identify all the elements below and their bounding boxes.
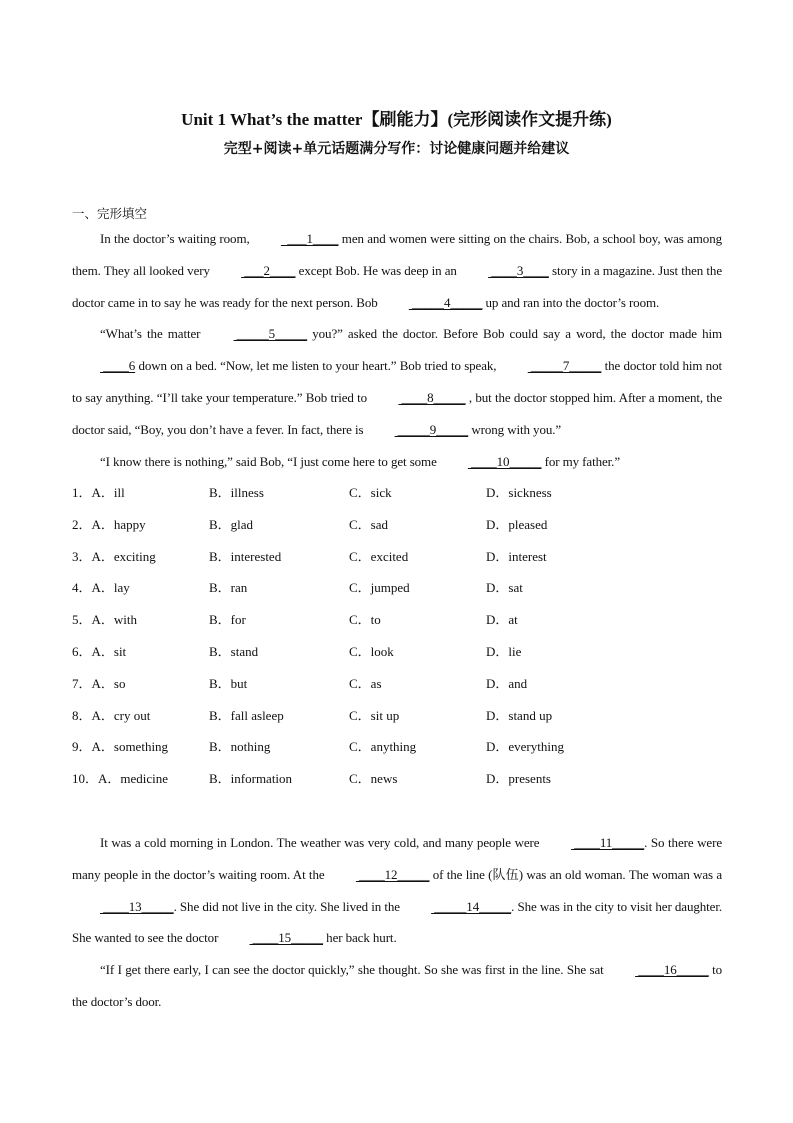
question-10-option-b: B．information [209, 771, 293, 787]
text-run: “If I get there early, I can see the doctor quickly,” she thought. So she was first in the line. She sat [100, 962, 608, 978]
page-title: Unit 1 What’s the matter【刷能力】(完形阅读作文提升练) [181, 110, 612, 129]
blank-5: _____5_____ [233, 326, 308, 342]
question-1-option-b: B．illness [209, 485, 264, 500]
question-1-option-a: 1．A．ill [72, 485, 125, 500]
question-1-option-d: D．sickness [486, 485, 552, 500]
blank-7: _____7_____ [527, 358, 602, 374]
question-10-option-a: 10．A．medicine [72, 771, 169, 787]
text-run: . She did not live in the city. She lived in the [173, 898, 404, 914]
question-9-option-a: 9．A．something [72, 739, 169, 755]
question-6-option-a: 6．A．sit [72, 643, 127, 659]
text-run: men and women were sitting on the chairs. Bob, a school boy, was among them. They all looked very [72, 231, 722, 278]
question-3-option-c: C．excited [349, 548, 409, 564]
passage-1-paragraph-1 [72, 223, 722, 318]
text-run: her back hurt. [323, 930, 397, 946]
text-run: “What’s the matter [100, 326, 206, 342]
question-7-option-c: C．as [349, 675, 382, 691]
text-run: the doctor told him not to say anything. “I’ll take your temperature.” Bob tried to [72, 358, 722, 405]
blank-13: ____13_____ [100, 898, 174, 914]
text-run: . She was in the city to visit her daughter. She wanted to see the doctor [72, 898, 722, 946]
passage-1-paragraph-3 [72, 446, 722, 478]
question-4-option-c: C．jumped [349, 580, 410, 596]
question-6-option-c: C．look [349, 643, 394, 659]
text-run: you?” asked the doctor. Before Bob could say a word, the doctor made him [307, 326, 723, 342]
passage-2-paragraph-1 [72, 827, 722, 954]
passage-1 [72, 223, 722, 477]
question-5-option-b: B．for [209, 612, 246, 628]
question-4-option-d: D．sat [486, 580, 523, 596]
text-run: wrong with you.” [468, 421, 562, 437]
text-run: , but the doctor stopped him. After a moment, the doctor said, “Boy, you don’t have a fever. In fact, there is [72, 389, 722, 437]
page-subtitle: 完型+阅读+单元话题满分写作：讨论健康问题并给建议 [223, 141, 570, 157]
passage-1-paragraph-2 [72, 318, 722, 445]
text-run: It was a cold morning in London. The weather was very cold, and many people were [100, 835, 544, 850]
text-run: except Bob. He was deep in an [295, 262, 461, 278]
question-6-option-b: B．stand [209, 643, 259, 659]
blank-8: ____8_____ [398, 389, 466, 405]
text-run: . So there were many people in the doctor’s waiting room. At the [72, 835, 722, 882]
question-4-option-a: 4．A．lay [72, 580, 130, 596]
question-3-option-d: D．interest [486, 548, 547, 564]
section-heading-cloze: 一、完形填空 [72, 206, 148, 221]
question-7-option-d: D．and [486, 675, 528, 691]
question-3-option-b: B．interested [209, 548, 282, 564]
question-1-option-c: C．sick [349, 485, 392, 500]
question-8-option-d: D．stand up [486, 707, 553, 723]
blank-16: ____16_____ [635, 962, 709, 978]
question-6-option-d: D．lie [486, 643, 522, 659]
text-run: “I know there is nothing,” said Bob, “I just come here to get some [100, 453, 440, 469]
blank-14: _____14_____ [431, 898, 512, 914]
question-10-options [72, 763, 732, 795]
text-run: In the doctor’s waiting room, [100, 231, 253, 246]
text-run: for my father.” [541, 453, 620, 469]
passage-2-paragraph-2 [72, 954, 722, 1018]
question-8-option-c: C．sit up [349, 707, 400, 723]
question-6-options [72, 636, 732, 668]
text-run: to the doctor’s door. [72, 962, 723, 1009]
question-4-option-b: B．ran [209, 580, 248, 596]
question-7-options [72, 668, 732, 700]
question-7-option-b: B．but [209, 675, 248, 691]
question-2-option-b: B．glad [209, 516, 254, 532]
blank-11: ____11_____ [571, 835, 645, 850]
blank-3: ____3____ [488, 262, 549, 278]
blank-2: ___2____ [241, 262, 296, 278]
question-10-option-d: D．presents [486, 771, 551, 787]
question-3-option-a: 3．A．exciting [72, 548, 156, 564]
question-5-option-a: 5．A．with [72, 612, 138, 628]
question-2-options [72, 509, 732, 541]
question-5-options [72, 604, 732, 636]
question-2-option-d: D．pleased [486, 516, 548, 532]
text-run: story in a magazine. Just then the doctor came in to say he was ready for the next person. Bob [72, 262, 722, 310]
answer-options [72, 477, 732, 795]
question-8-options [72, 700, 732, 732]
question-10-option-c: C．news [349, 771, 398, 787]
question-2-option-a: 2．A．happy [72, 516, 146, 532]
question-3-options [72, 541, 732, 573]
blank-1: ___1____ [280, 231, 339, 246]
question-8-option-a: 8．A．cry out [72, 707, 151, 723]
question-1-options [72, 477, 732, 509]
question-8-option-b: B．fall asleep [209, 707, 284, 723]
text-run: up and ran into the doctor’s room. [482, 294, 660, 310]
blank-4: _____4_____ [408, 294, 483, 310]
text-run: down on a bed. “Now, let me listen to your heart.” Bob tried to speak, [135, 358, 500, 374]
question-9-option-d: D．everything [486, 739, 564, 755]
question-9-option-c: C．anything [349, 739, 417, 755]
blank-6: ____6 [100, 358, 136, 374]
text-run: of the line (队伍) was an old woman. The woman was a [429, 866, 723, 882]
question-2-option-c: C．sad [349, 516, 389, 532]
question-9-option-b: B．nothing [209, 739, 271, 755]
question-9-options [72, 731, 732, 763]
blank-12: ____12_____ [355, 866, 430, 882]
question-5-option-d: D．at [486, 612, 518, 628]
blank-9: _____9_____ [394, 421, 469, 437]
passage-2 [72, 827, 722, 1018]
question-5-option-c: C．to [349, 612, 381, 628]
question-4-options [72, 572, 732, 604]
blank-10: ____10_____ [467, 453, 542, 469]
blank-15: ____15_____ [249, 930, 324, 946]
question-7-option-a: 7．A．so [72, 675, 126, 691]
